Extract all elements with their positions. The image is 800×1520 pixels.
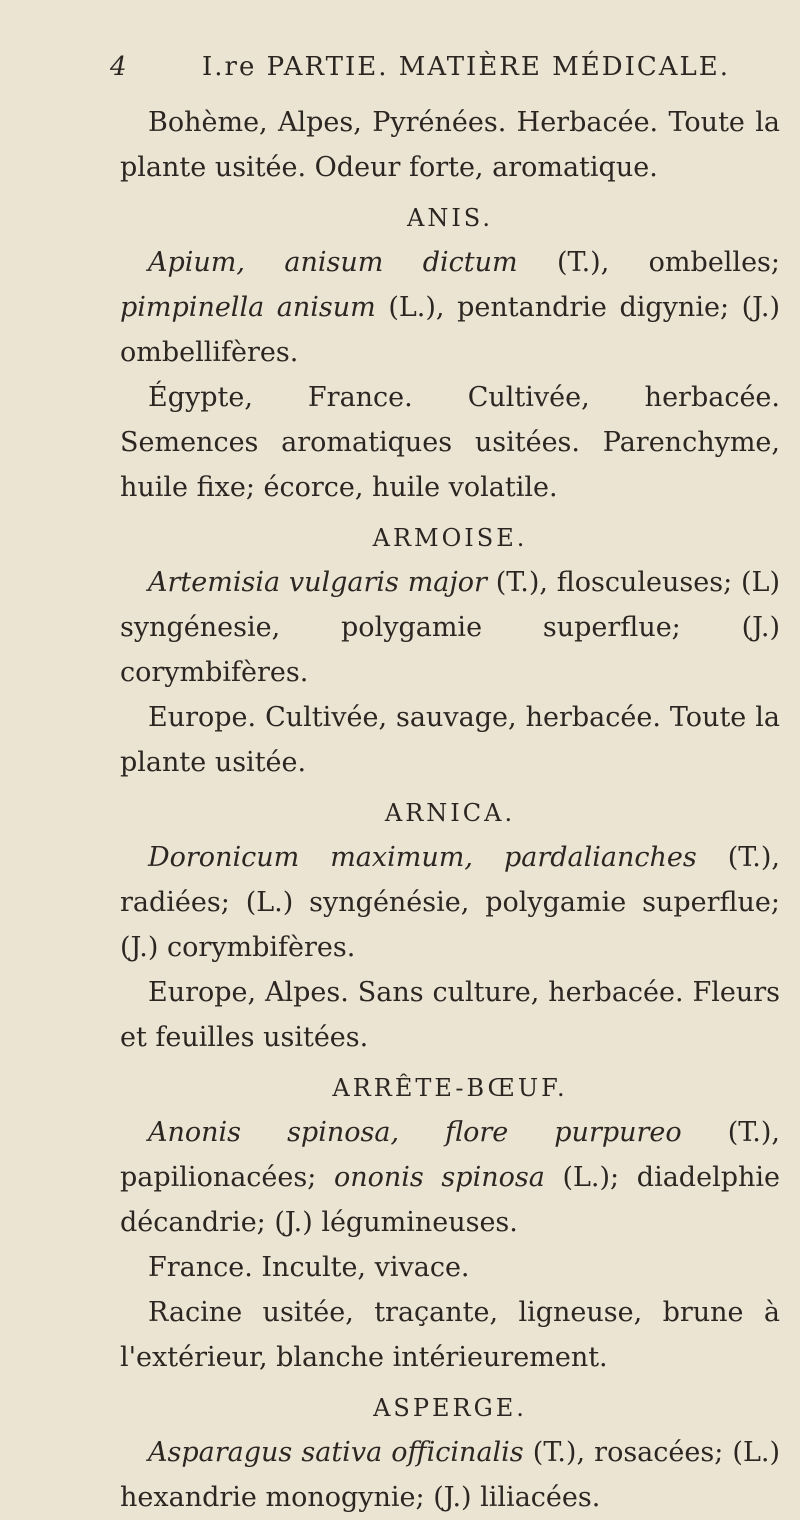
entry-description: France. Inculte, vivace. bbox=[148, 1252, 470, 1283]
entry-arnica bbox=[120, 791, 780, 1060]
classification-text: (T.), ombelles; bbox=[517, 247, 780, 278]
running-title: I.re PARTIE. MATIÈRE MÉDICALE. bbox=[202, 52, 731, 82]
entry-description: Europe. Cultivée, sauvage, herbacée. Toute la plante usitée. bbox=[120, 702, 780, 778]
entry-description: Égypte, France. Cultivée, herbacée. Semences aromatiques usitées. Parenchyme, huile fixe; écorce, huile volatile. bbox=[120, 382, 780, 503]
latin-name: Artemisia vulgaris major bbox=[148, 567, 487, 598]
entry-classification bbox=[120, 1110, 780, 1245]
entry-anis bbox=[120, 196, 780, 510]
entry-classification bbox=[120, 1430, 780, 1520]
entry-classification bbox=[120, 835, 780, 970]
entry-heading: ARRÊTE-BŒUF. bbox=[332, 1074, 568, 1102]
entry-heading: ASPERGE. bbox=[373, 1394, 527, 1422]
latin-name: Anonis spinosa, flore purpureo bbox=[148, 1117, 682, 1148]
classification-text: (L.); diadelphie décandrie; (J.) légumineuses. bbox=[120, 1162, 780, 1238]
entry-arrete-boeuf bbox=[120, 1066, 780, 1380]
classification-text: (L.), pentandrie digynie; (J.) ombellifères. bbox=[120, 292, 781, 368]
entry-heading: ARNICA. bbox=[384, 799, 516, 827]
classification-text: (T.), papilionacées; bbox=[120, 1117, 780, 1193]
intro-paragraph: Bohème, Alpes, Pyrénées. Herbacée. Toute la plante usitée. Odeur forte, aromatique. bbox=[120, 107, 780, 183]
entry-classification bbox=[120, 240, 780, 375]
entry-heading: ARMOISE. bbox=[372, 524, 528, 552]
page-body bbox=[120, 100, 780, 1520]
classification-text: (T.), flosculeuses; (L) syngénesie, polygamie superflue; (J.) corymbifères. bbox=[120, 567, 780, 688]
page-number: 4 bbox=[110, 52, 129, 82]
latin-name: Doronicum maximum, pardalianches bbox=[148, 842, 697, 873]
latin-name: ononis spinosa bbox=[334, 1162, 545, 1193]
latin-name: Apium, anisum dictum bbox=[148, 247, 518, 278]
entry-armoise bbox=[120, 516, 780, 785]
entry-description: Europe, Alpes. Sans culture, herbacée. Fleurs et feuilles usitées. bbox=[120, 977, 780, 1053]
entry-asperge bbox=[120, 1386, 780, 1520]
classification-text: (T.), rosacées; (L.) hexandrie monogynie; (J.) liliacées. bbox=[120, 1437, 780, 1513]
entry-description: Racine usitée, traçante, ligneuse, brune à l'extérieur, blanche intérieurement. bbox=[120, 1297, 780, 1373]
latin-name: Asparagus sativa officinalis bbox=[148, 1437, 524, 1468]
classification-text: (T.), radiées; (L.) syngénésie, polygamie superflue; (J.) corymbifères. bbox=[120, 842, 780, 963]
entry-heading: ANIS. bbox=[406, 204, 494, 232]
entry-classification bbox=[120, 560, 780, 695]
latin-name: pimpinella anisum bbox=[120, 292, 376, 323]
